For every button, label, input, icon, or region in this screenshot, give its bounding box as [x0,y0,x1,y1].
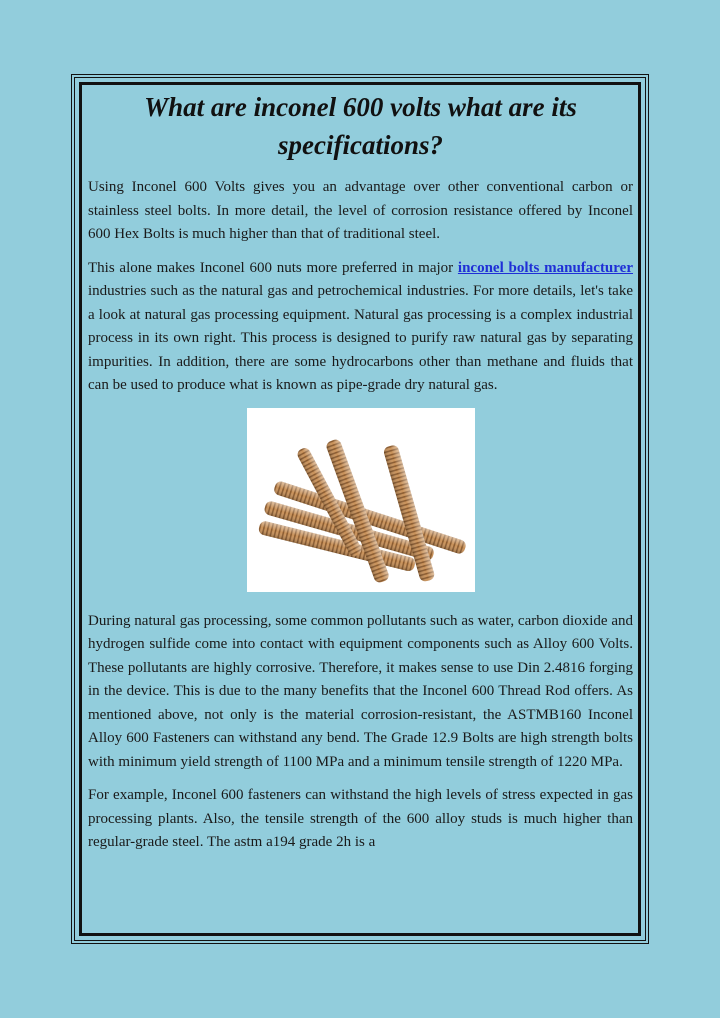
document-title: What are inconel 600 volts what are its specifications? [144,92,577,160]
paragraph-1: Using Inconel 600 Volts gives you an advantage over other conventional carbon or stainless steel bolts. In more detail, the level of corrosion resistance offered by Inconel 600 Hex Bolts is much higher than that of traditional steel. [88,179,633,242]
paragraph-3: During natural gas processing, some common pollutants such as water, carbon dioxide and hydrogen sulfide come into contact with equipment components such as Alloy 600 Volts. These pollutants are highly corrosive. Therefore, it makes sense to use Din 2.4816 forging in the device. This is due to the many benefits that the Inconel 600 Thread Rod offers. As mentioned above, not only is the material corrosion-resistant, the ASTMB160 Inconel Alloy 600 Fasteners can withstand any bend. The Grade 12.9 Bolts are high strength bolts with minimum yield strength of 1100 MPa and a minimum tensile strength of 1220 MPa. [88,612,633,770]
paragraph-2-text-start: This alone makes Inconel 600 nuts more preferred in major [88,259,458,276]
paragraph-2-text-end: industries such as the natural gas and petrochemical industries. For more details, let's take a look at natural gas processing equipment. Natural gas processing is a complex industrial process in its own right. This process is designed to purify raw natural gas by separating impurities. In addition, there are some hydrocarbons other than methane and fluids that can be used to produce what is known as pipe-grade dry natural gas. [88,283,633,393]
document-body [88,88,633,865]
inconel-bolts-manufacturer-link[interactable]: inconel bolts manufacturer [457,259,633,276]
threaded-rods-icon [247,408,475,592]
paragraph-4: For example, Inconel 600 fasteners can withstand the high levels of stress expected in gas processing plants. Also, the tensile strength of the 600 alloy studs is much higher than regular-grade steel. The astm a194 grade 2h is a [88,787,633,850]
threaded-rods-image [247,408,475,592]
paragraph-2 [88,257,633,398]
